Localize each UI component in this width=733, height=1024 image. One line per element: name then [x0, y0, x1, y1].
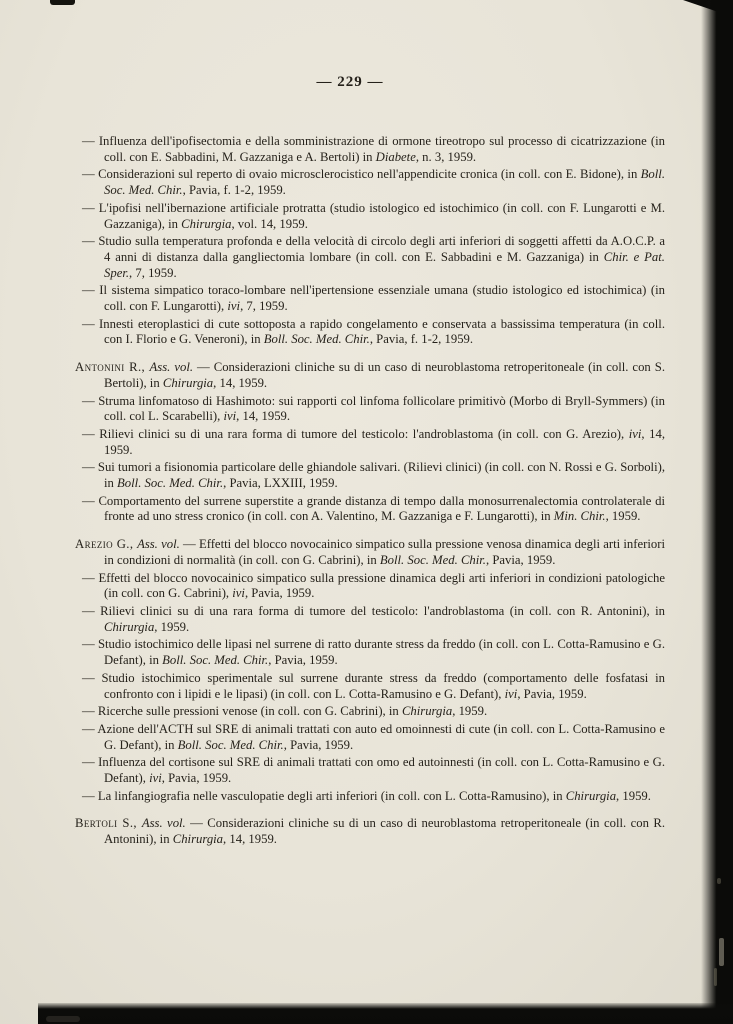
italic-text: Chirurgia — [104, 619, 155, 634]
bibliography-entry — [0, 604, 733, 635]
entry-text: , Pavia, f. 1-2, 1959. — [182, 183, 286, 198]
author-name: Bertoli S., — [75, 816, 142, 831]
entry-text: , Pavia, 1959. — [283, 737, 354, 752]
italic-text: Chirurgia — [401, 704, 453, 719]
italic-text: ivi — [628, 426, 642, 441]
bibliography-entry — [0, 394, 733, 425]
bibliography-entry — [0, 537, 733, 568]
italic-text: Boll. Soc. Med. Chir. — [263, 332, 370, 347]
bibliography-entry — [0, 201, 733, 232]
italic-text: Boll. Soc. Med. Chir. — [379, 552, 486, 567]
entry-text: — L'ipofisi nell'ibernazione artificiale protratta (studio istologico ed istochimico (in coll. con F. Lungarotti e M. Gazzaniga), in — [82, 200, 665, 231]
author-name: Arezio G., — [75, 537, 138, 552]
bibliography-entry — [0, 460, 733, 491]
entry-text: — Studio istochimico delle lipasi nel surrene di ratto durante stress da freddo (in coll. con L. Cotta-Ramusino e G. Defant), in — [82, 637, 665, 668]
bibliography-entry — [0, 571, 733, 602]
entry-text: , Pavia, 1959. — [485, 552, 556, 567]
italic-text: Boll. Soc. Med. Chir. — [177, 737, 284, 752]
entry-text: , 14, 1959. — [213, 375, 268, 390]
entry-text: , 1959. — [605, 509, 641, 524]
entry-text: — Effetti del blocco novocainico simpatico sulla pressione venosa dinamica degli arti inferiori in condizioni di normalità (in coll. con G. Cabrini), in — [104, 537, 665, 567]
scan-noise — [719, 938, 724, 966]
entry-text: , 14, 1959. — [223, 832, 277, 847]
entry-text: , 14, 1959. — [104, 426, 665, 457]
italic-text: Chirurgia — [565, 788, 617, 803]
bibliography-entry — [0, 167, 733, 198]
bibliography-entry — [0, 637, 733, 668]
entry-text: , 7, 1959. — [240, 299, 288, 314]
entry-text: , 1959. — [616, 788, 651, 803]
italic-text: ivi — [149, 771, 162, 786]
scan-noise — [717, 878, 721, 884]
entry-text: — Struma linfomatoso di Hashimoto: sui rapporti col linfoma follicolare primitivò (Morbo di Bryll-Symmers) (in coll. col L. Scarabelli), — [82, 393, 665, 424]
entry-text: — Il sistema simpatico toraco-lombare nell'ipertensione essenziale umana (studio istologico ed istochimica) (in coll. con F. Lungarotti), — [82, 283, 665, 314]
scan-noise — [714, 968, 717, 986]
bibliography-entry — [0, 816, 733, 847]
italic-text: ivi — [504, 686, 518, 701]
bibliography-entry — [0, 789, 733, 805]
entry-text: — Sui tumori a fisionomia particolare delle ghiandole salivari. (Rilievi clinici) (in coll. con N. Rossi e G. Sorboli), in — [82, 460, 665, 491]
bibliography-entry — [0, 234, 733, 281]
italic-text: ivi — [227, 299, 241, 314]
bibliography-entry — [0, 494, 733, 525]
bibliography-entry — [0, 283, 733, 314]
entry-text: , Pavia, f. 1-2, 1959. — [369, 332, 474, 347]
italic-text: Chirurgia — [172, 832, 224, 847]
bibliography-entry — [0, 755, 733, 786]
entry-text: , 7, 1959. — [129, 265, 177, 280]
entry-text: — Considerazioni cliniche su di un caso di neuroblastoma retroperitoneale (in coll. con R. Antonini), in — [104, 816, 665, 847]
entry-text: , Pavia, 1959. — [161, 771, 232, 786]
entry-text: , Pavia, 1959. — [244, 586, 315, 601]
bibliography-entry — [0, 671, 733, 702]
entry-text: — Rilievi clinici su di una rara forma di tumore del testicolo: l'androblastoma (in coll. con R. Antonini), in — [82, 603, 665, 618]
bibliography-entry — [0, 722, 733, 753]
italic-text: Ass. vol. — [137, 537, 180, 552]
italic-text: Boll. Soc. Med. Chir. — [104, 167, 665, 198]
entry-text: — La linfangiografia nelle vasculopatie degli arti inferiori (in coll. con L. Cotta-Ramusino), in — [82, 788, 566, 803]
entry-text: — Ricerche sulle pressioni venose (in coll. con G. Cabrini), in — [82, 704, 402, 719]
bibliography-entry — [0, 704, 733, 720]
entry-text: , Pavia, 1959. — [268, 653, 338, 668]
entry-text: — Studio istochimico sperimentale sul surrene durante stress da freddo (comportamento delle fosfatasi in confronto con i lipidi e le lipasi) (in coll. con L. Cotta-Ramusino e G. Defant), — [82, 670, 665, 701]
entry-text: — Considerazioni cliniche su di un caso di neuroblastoma retroperitoneale (in coll. con S. Bertoli), in — [104, 360, 665, 390]
scan-right-border — [701, 0, 733, 1024]
italic-text: Diabete — [375, 149, 416, 164]
bibliography-entry — [0, 360, 733, 391]
entry-text: , n. 3, 1959. — [415, 149, 477, 164]
italic-text: ivi — [223, 409, 237, 424]
entry-text: — Effetti del blocco novocainico simpatico sulla pressione dinamica degli arti inferiori in condizioni patologiche (in coll. con G. Cabrini), — [82, 570, 665, 601]
italic-text: Min. Chir. — [553, 509, 606, 524]
entry-text: — Influenza del cortisone sul SRE di animali trattati con omo ed autoinnesti (in coll. con L. Cotta-Ramusino e G. Defant), — [82, 755, 665, 786]
italic-text: Chir. e Pat. Sper. — [104, 249, 665, 280]
entry-text: — Comportamento del surrene superstite a grande distanza di tempo dalla monosurrenalectomia controlaterale di fronte ad uno stress cronico (in coll. con A. Valentino, M. Gazzaniga e F. Lungarotti), in — [82, 493, 665, 524]
italic-text: Boll. Soc. Med. Chir. — [117, 476, 224, 491]
scan-noise — [46, 1016, 80, 1022]
entry-text: — Azione dell'ACTH sul SRE di animali trattati con auto ed omoinnesti di cute (in coll. con L. Cotta-Ramusino e G. Defant), in — [82, 721, 665, 752]
italic-text: Ass. vol. — [141, 816, 186, 831]
italic-text: Ass. vol. — [149, 360, 194, 375]
scan-bottom-border — [38, 1003, 733, 1024]
bibliography-entry — [0, 427, 733, 458]
entry-text: — Considerazioni sul reperto di ovaio microsclerocistico nell'appendicite cronica (in coll. con E. Bidone), in — [82, 167, 641, 182]
italic-text: Chirurgia — [162, 375, 214, 390]
italic-text: ivi — [232, 586, 245, 601]
author-name: Antonini R., — [75, 360, 150, 375]
entry-text: , Pavia, 1959. — [517, 686, 587, 701]
entry-text: , 1959. — [452, 704, 488, 719]
bibliography-list — [0, 134, 733, 850]
entry-text: — Influenza dell'ipofisectomia e della somministrazione di ormone tireotropo sul processo di cicatrizzazione (in coll. con E. Sabbadini, M. Gazzaniga e A. Bertoli) in — [82, 134, 665, 164]
entry-text: — Innesti eteroplastici di cute sottoposta a rapido congelamento e conservata a bassissima temperatura (in coll. con I. Florio e G. Veneroni), in — [82, 316, 665, 347]
entry-text: , 1959. — [154, 619, 190, 634]
entry-text: , Pavia, LXXIII, 1959. — [223, 476, 338, 491]
bibliography-entry — [0, 317, 733, 348]
entry-text: , 14, 1959. — [236, 409, 291, 424]
entry-text: , vol. 14, 1959. — [231, 216, 308, 231]
scan-edge-mark — [50, 0, 75, 5]
italic-text: Chirurgia — [181, 216, 232, 231]
entry-text: — Rilievi clinici su di una rara forma di tumore del testicolo: l'androblastoma (in coll. con G. Arezio), — [82, 426, 629, 441]
italic-text: Boll. Soc. Med. Chir. — [162, 653, 269, 668]
bibliography-entry — [0, 134, 733, 165]
entry-text: — Studio sulla temperatura profonda e della velocità di circolo degli arti inferiori di soggetti affetti da A.O.C.P. a 4 anni di distanza dalla gangliectomia lombare (in coll. con E. Sabbadini e M. Gazzaniga) in — [82, 234, 665, 264]
page-number: — 229 — — [316, 74, 384, 90]
